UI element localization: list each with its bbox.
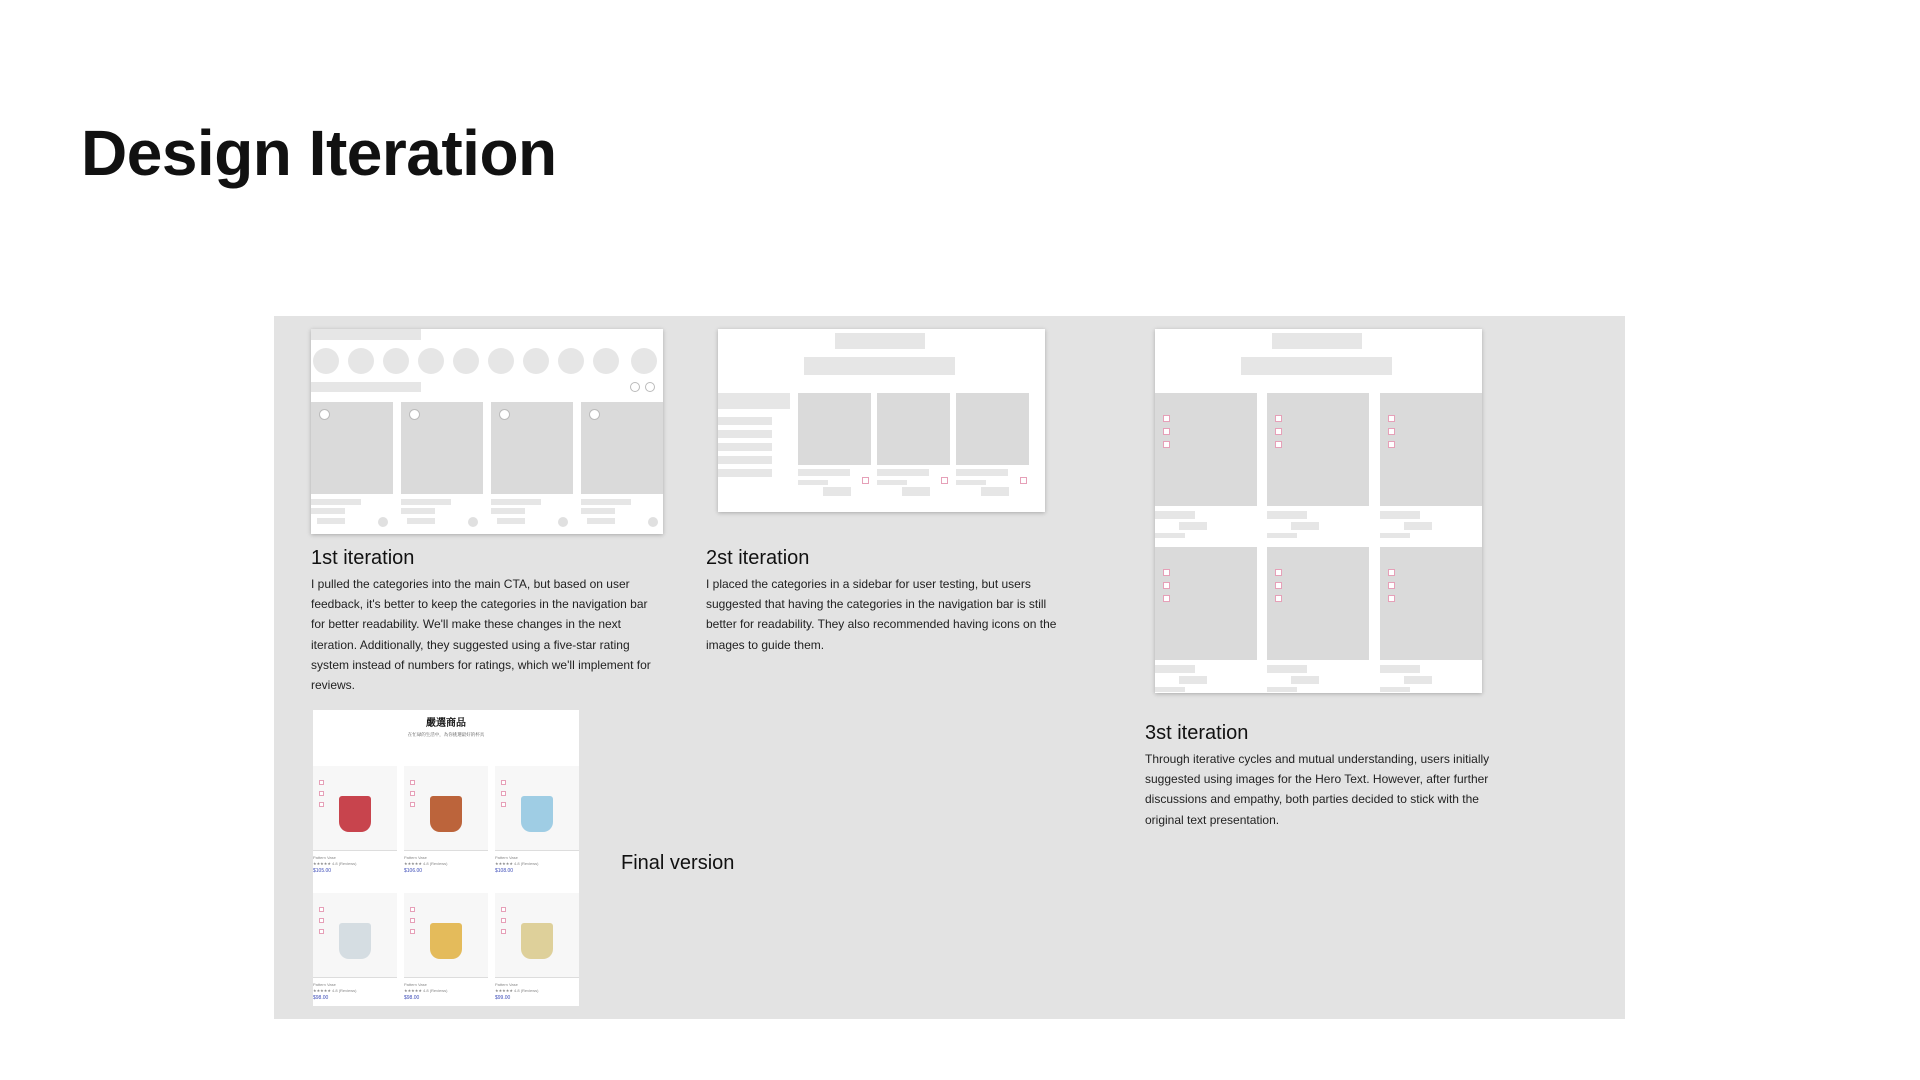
product-name: Pattern Vase xyxy=(313,982,336,987)
product-rating: ★★★★★ 4.8 (Reviews) xyxy=(313,988,357,993)
action-icon[interactable] xyxy=(410,929,415,934)
product-glass-icon xyxy=(521,923,553,959)
iteration-board xyxy=(274,316,1625,1019)
action-icon[interactable] xyxy=(410,802,415,807)
iteration-2-title: 2st iteration xyxy=(706,547,810,569)
product-rating: ★★★★★ 4.8 (Reviews) xyxy=(495,988,539,993)
action-icon[interactable] xyxy=(410,918,415,923)
product-image[interactable] xyxy=(313,766,397,851)
product-name: Pattern Vase xyxy=(313,855,336,860)
product-name: Pattern Vase xyxy=(495,855,518,860)
product-glass-icon xyxy=(339,796,371,832)
product-image[interactable] xyxy=(404,766,488,851)
product-rating: ★★★★★ 4.8 (Reviews) xyxy=(495,861,539,866)
iteration-1-text: I pulled the categories into the main CTA, but based on user feedback, it's better to keep the categories in the navigation bar for better readability. We'll make these changes in the next iteration. Additionally, they suggested using a five-star rating system instead of numbers for ratings, which we'll implement for reviews. xyxy=(311,577,651,693)
product-image[interactable] xyxy=(313,893,397,978)
product-price: $98.00 xyxy=(313,995,329,1001)
product-name: Pattern Vase xyxy=(404,855,427,860)
product-glass-icon xyxy=(430,796,462,832)
iteration-2-text: I placed the categories in a sidebar for user testing, but users suggested that having the categories in the navigation bar is still better for readability. They also recommended having icons on the images to guide them. xyxy=(706,577,1057,652)
final-mock-title: 嚴選商品 xyxy=(426,718,466,729)
product-name: Pattern Vase xyxy=(404,982,427,987)
final-version-mock xyxy=(313,710,579,1006)
iteration-1-title: 1st iteration xyxy=(311,547,415,569)
action-icon[interactable] xyxy=(501,802,506,807)
action-icon[interactable] xyxy=(410,780,415,785)
action-icon[interactable] xyxy=(501,791,506,796)
product-image[interactable] xyxy=(404,893,488,978)
product-name: Pattern Vase xyxy=(495,982,518,987)
wireframe-2st-iteration xyxy=(718,329,1045,512)
action-icon[interactable] xyxy=(319,907,324,912)
product-price: $106.00 xyxy=(404,868,423,874)
action-icon[interactable] xyxy=(319,802,324,807)
product-image[interactable] xyxy=(495,766,579,851)
iteration-3-text: Through iterative cycles and mutual understanding, users initially suggested using images for the Hero Text. However, after further discussions and empathy, both parties decided to stick with the original text presentation. xyxy=(1145,752,1490,827)
action-icon[interactable] xyxy=(501,918,506,923)
product-glass-icon xyxy=(430,923,462,959)
action-icon[interactable] xyxy=(319,918,324,923)
product-rating: ★★★★★ 4.8 (Reviews) xyxy=(404,988,448,993)
product-price: $98.00 xyxy=(404,995,420,1001)
page-title: Design Iteration xyxy=(81,117,557,189)
product-rating: ★★★★★ 4.8 (Reviews) xyxy=(313,861,357,866)
action-icon[interactable] xyxy=(319,791,324,796)
product-glass-icon xyxy=(521,796,553,832)
final-version-label: Final version xyxy=(621,852,735,874)
product-price: $99.00 xyxy=(495,995,511,1001)
product-price: $105.00 xyxy=(313,868,332,874)
wireframe-1st-iteration xyxy=(311,329,663,534)
product-image[interactable] xyxy=(495,893,579,978)
action-icon[interactable] xyxy=(501,780,506,785)
action-icon[interactable] xyxy=(501,907,506,912)
product-rating: ★★★★★ 4.8 (Reviews) xyxy=(404,861,448,866)
iteration-3-title: 3st iteration xyxy=(1145,722,1249,744)
product-glass-icon xyxy=(339,923,371,959)
action-icon[interactable] xyxy=(319,780,324,785)
final-mock-subtitle: 在忙碌的生活中，為你挑選最好的杯具 xyxy=(407,732,485,737)
action-icon[interactable] xyxy=(501,929,506,934)
action-icon[interactable] xyxy=(319,929,324,934)
action-icon[interactable] xyxy=(410,907,415,912)
product-price: $108.00 xyxy=(495,868,514,874)
action-icon[interactable] xyxy=(410,791,415,796)
wireframe-3st-iteration xyxy=(1155,329,1482,693)
